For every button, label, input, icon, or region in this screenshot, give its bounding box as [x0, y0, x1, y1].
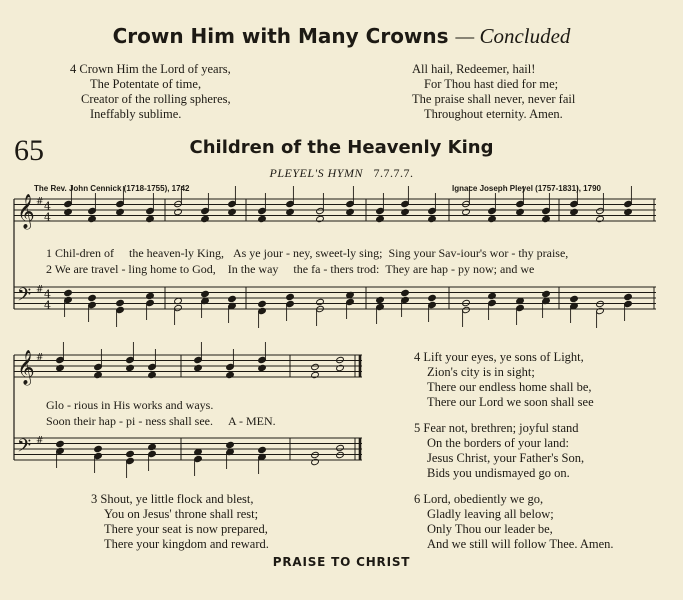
key-signature: # [36, 197, 44, 207]
lyrics-line-2-verse-2: Soon their hap - pi - ness shall see. A - MEN. [46, 414, 276, 428]
previous-stanza-4-right: All hail, Redeemer, hail! For Thou hast died for me; The praise shall never, never fail Throughout eternity. Amen. [412, 62, 576, 121]
note-head [311, 458, 320, 465]
note-head [488, 215, 497, 222]
note-head [401, 208, 410, 215]
note-head [148, 371, 157, 378]
time-signature: 4 [44, 299, 51, 312]
note-head [624, 208, 633, 215]
note-head [376, 215, 385, 222]
note-head [336, 451, 345, 458]
concluded-label: — Concluded [455, 24, 571, 48]
note-head [542, 290, 551, 297]
note-head [258, 215, 267, 222]
bass-clef: 𝄢 [17, 436, 32, 461]
note-head [146, 292, 155, 299]
note-head [596, 215, 605, 222]
note-head [126, 450, 135, 457]
note-head [570, 295, 579, 302]
note-head [428, 294, 437, 301]
note-head [488, 292, 497, 299]
hymn-title: Children of the Heavenly King [189, 137, 494, 158]
note-head [462, 208, 471, 215]
note-head [94, 445, 103, 452]
note-head [336, 444, 345, 451]
note-head [258, 364, 267, 371]
note-head [376, 296, 385, 303]
note-head [311, 371, 320, 378]
note-head [88, 215, 97, 222]
tune-name: PLEYEL'S HYMN [269, 166, 363, 180]
previous-hymn-title: Crown Him with Many Crowns — Concluded [112, 24, 571, 48]
note-head [401, 289, 410, 296]
note-head [64, 289, 73, 296]
note-head [311, 451, 320, 458]
note-head [228, 295, 237, 302]
note-head [516, 208, 525, 215]
lyrics-line-1-verse-2: 2 We are travel - ling home to God, In the way the fa - thers trod: They are hap - py now; and we [46, 262, 535, 276]
stanza-4: 4 Lift your eyes, ye sons of Light, Zion's city is in sight; There our endless home shall be, There our Lord we soon shall see [414, 350, 594, 409]
note-head [596, 300, 605, 307]
hymn-number: 65 [14, 134, 44, 167]
note-head [116, 208, 125, 215]
note-head [226, 441, 235, 448]
note-head [88, 294, 97, 301]
note-head [258, 446, 267, 453]
note-head [428, 215, 437, 222]
note-head [542, 215, 551, 222]
key-signature: # [36, 285, 44, 295]
note-head [316, 215, 325, 222]
note-head [336, 364, 345, 371]
note-head [174, 208, 183, 215]
previous-stanza-4-left: 4 Crown Him the Lord of years, The Potentate of time, Creator of the rolling spheres, Ineffably sublime. [70, 62, 231, 121]
note-head [64, 208, 73, 215]
stanza-5: 5 Fear not, brethren; joyful stand On the borders of your land: Jesus Christ, your Father's Son, Bids you undismayed go on. [414, 421, 585, 480]
note-head [336, 356, 345, 363]
note-head [624, 293, 633, 300]
note-head [201, 215, 210, 222]
time-signature: 4 [44, 211, 51, 224]
key-signature: # [36, 353, 44, 363]
stanza-6: 6 Lord, obediently we go, Gladly leaving all below; Only Thou our leader be, And we still will follow Thee. Amen. [414, 492, 614, 551]
note-head [570, 208, 579, 215]
note-head [201, 290, 210, 297]
note-head [194, 364, 203, 371]
note-head [316, 298, 325, 305]
bass-clef: 𝄢 [17, 285, 32, 310]
composer-credit: Ignace Joseph Pleyel (1757-1831), 1790 [452, 184, 601, 193]
author-credit: The Rev. John Cennick (1718-1755), 1742 [34, 184, 190, 193]
note-head [56, 364, 65, 371]
note-head [116, 299, 125, 306]
treble-clef: 𝄞 [17, 194, 35, 229]
key-signature: # [36, 436, 44, 446]
note-head [258, 300, 267, 307]
lyrics-line-1-verse-1: 1 Chil-dren of the heaven-ly King, As ye jour - ney, sweet-ly sing; Sing your Sav-iour's wor - thy praise, [46, 246, 569, 260]
time-signature: 4 [44, 288, 51, 301]
note-head [146, 215, 155, 222]
time-signature: 4 [44, 200, 51, 213]
treble-clef: 𝄞 [17, 350, 35, 385]
note-head [56, 440, 65, 447]
note-head [286, 208, 295, 215]
note-head [286, 293, 295, 300]
note-head [311, 363, 320, 370]
note-head [228, 208, 237, 215]
note-head [148, 443, 157, 450]
note-head [462, 299, 471, 306]
meter: 7.7.7.7. [373, 166, 414, 180]
stanza-3: 3 Shout, ye little flock and blest, You on Jesus' throne shall rest; There your seat is now prepared, There your kingdom and reward. [91, 492, 269, 551]
note-head [126, 364, 135, 371]
section-footer: PRAISE TO CHRIST [272, 555, 411, 569]
note-head [346, 208, 355, 215]
lyrics-line-2-verse-1: Glo - rious in His works and ways. [46, 398, 214, 412]
note-head [94, 371, 103, 378]
note-head [226, 371, 235, 378]
